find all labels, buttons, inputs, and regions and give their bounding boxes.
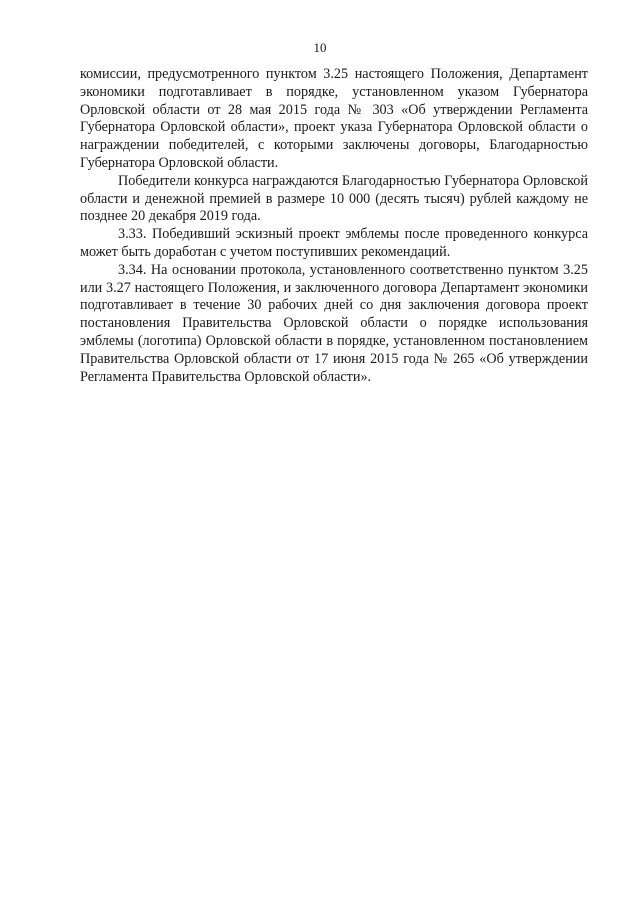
document-body [80,66,588,386]
page-number: 10 [313,40,327,55]
paragraph-winners-award: Победители конкурса награждаются Благодарностью Губернатора Орловской области и денежной премией в размере 10 000 (десять тысяч) рублей каждому не позднее 20 декабря 2019 года. [80,172,588,225]
paragraph-3-34: 3.34. На основании протокола, установленного соответственно пунктом 3.25 или 3.27 настоящего Положения, и заключенного договора Департамент экономики подготавливает в течение 30 рабочих дней со дня заключения договора проект постановления Правительства Орловской области о порядке использования эмблемы (логотипа) Орловской области в порядке, установленном постановлением Правительства Орловской области от 17 июня 2015 года № 265 «Об утверждении Регламента Правительства Орловской области». [80,261,588,385]
paragraph-3-33: 3.33. Победивший эскизный проект эмблемы после проведенного конкурса может быть доработан с учетом поступивших рекомендаций. [80,226,588,260]
paragraph-continuation: комиссии, предусмотренного пунктом 3.25 настоящего Положения, Департамент экономики подготавливает в порядке, установленном указом Губернатора Орловской области от 28 мая 2015 года № 303 «Об утверждении Регламента Губернатора Орловской области», проект указа Губернатора Орловской области о награждении победителей, с которыми заключены договоры, Благодарностью Губернатора Орловской области. [80,66,588,171]
